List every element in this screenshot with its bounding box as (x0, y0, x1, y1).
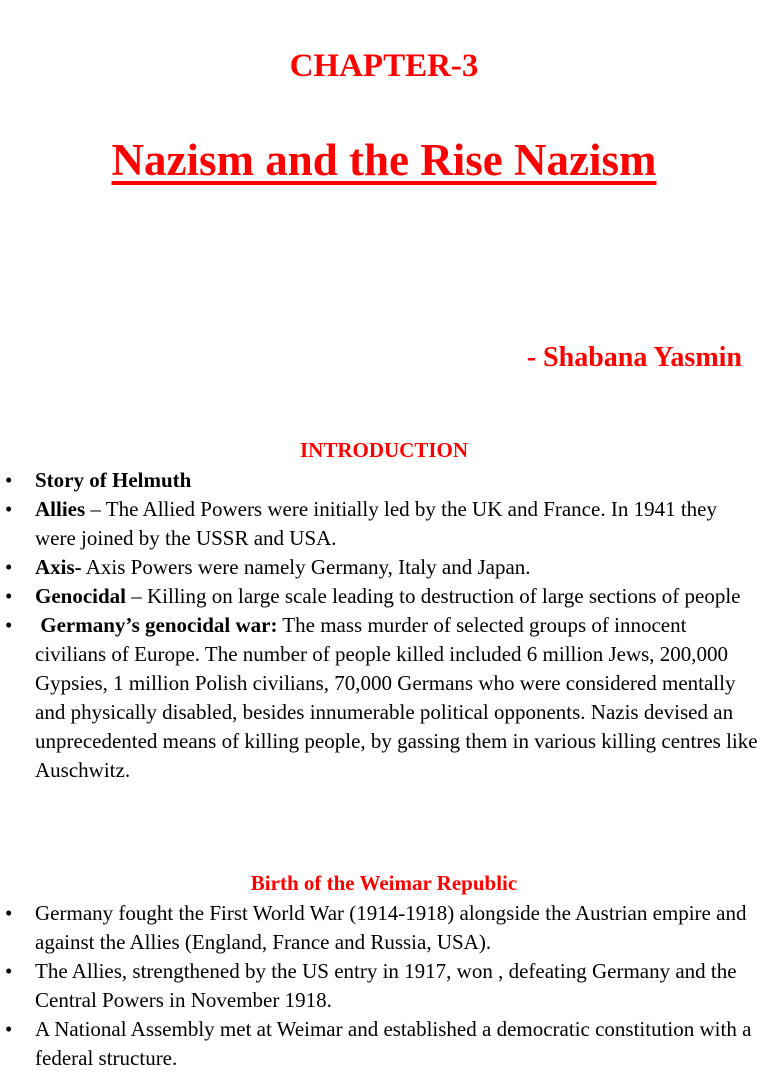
introduction-heading: INTRODUCTION (299, 438, 469, 462)
item-term: Story of Helmuth (35, 468, 192, 492)
item-text: The mass murder of selected groups of innocent civilians of Europe. The number of people killed included 6 million Jews, 200,000 Gypsies, 1 million Polish civilians, 70,000 Germans who were considered mentally and physically disabled, besides innumerable political opponents. Nazis devised an unprecedented means of killing people, by gassing them in various killing centres like Auschwitz. (35, 613, 758, 782)
author-name: - Shabana Yasmin (526, 342, 742, 373)
item-text: Axis Powers were namely Germany, Italy and Japan. (81, 555, 531, 579)
list-item (0, 466, 768, 495)
item-term: Axis- (35, 555, 82, 579)
weimar-heading: Birth of the Weimar Republic (250, 871, 518, 895)
list-item (0, 611, 768, 785)
list-item (0, 582, 768, 611)
list-item (0, 553, 768, 582)
item-term: Germany’s genocidal war: (35, 613, 278, 637)
item-text: – The Allied Powers were initially led by the UK and France. In 1941 they were joined by the USSR and USA. (35, 497, 717, 550)
item-text: – Killing on large scale leading to destruction of large sections of people (126, 584, 741, 608)
list-item: • The Allies, strengthened by the US entry in 1917, won , defeating Germany and the Central Powers in November 1918. (0, 957, 768, 1015)
chapter-label: CHAPTER-3 (289, 48, 479, 84)
weimar-list (0, 899, 768, 1073)
introduction-list (0, 466, 768, 785)
list-item: • A National Assembly met at Weimar and established a democratic constitution with a federal structure. (0, 1015, 768, 1073)
list-item (0, 495, 768, 553)
list-item: • Germany fought the First World War (1914-1918) alongside the Austrian empire and against the Allies (England, France and Russia, USA). (0, 899, 768, 957)
item-term: Allies (35, 497, 86, 521)
item-term: Genocidal (35, 584, 127, 608)
page-title: Nazism and the Rise Nazism (111, 135, 657, 185)
